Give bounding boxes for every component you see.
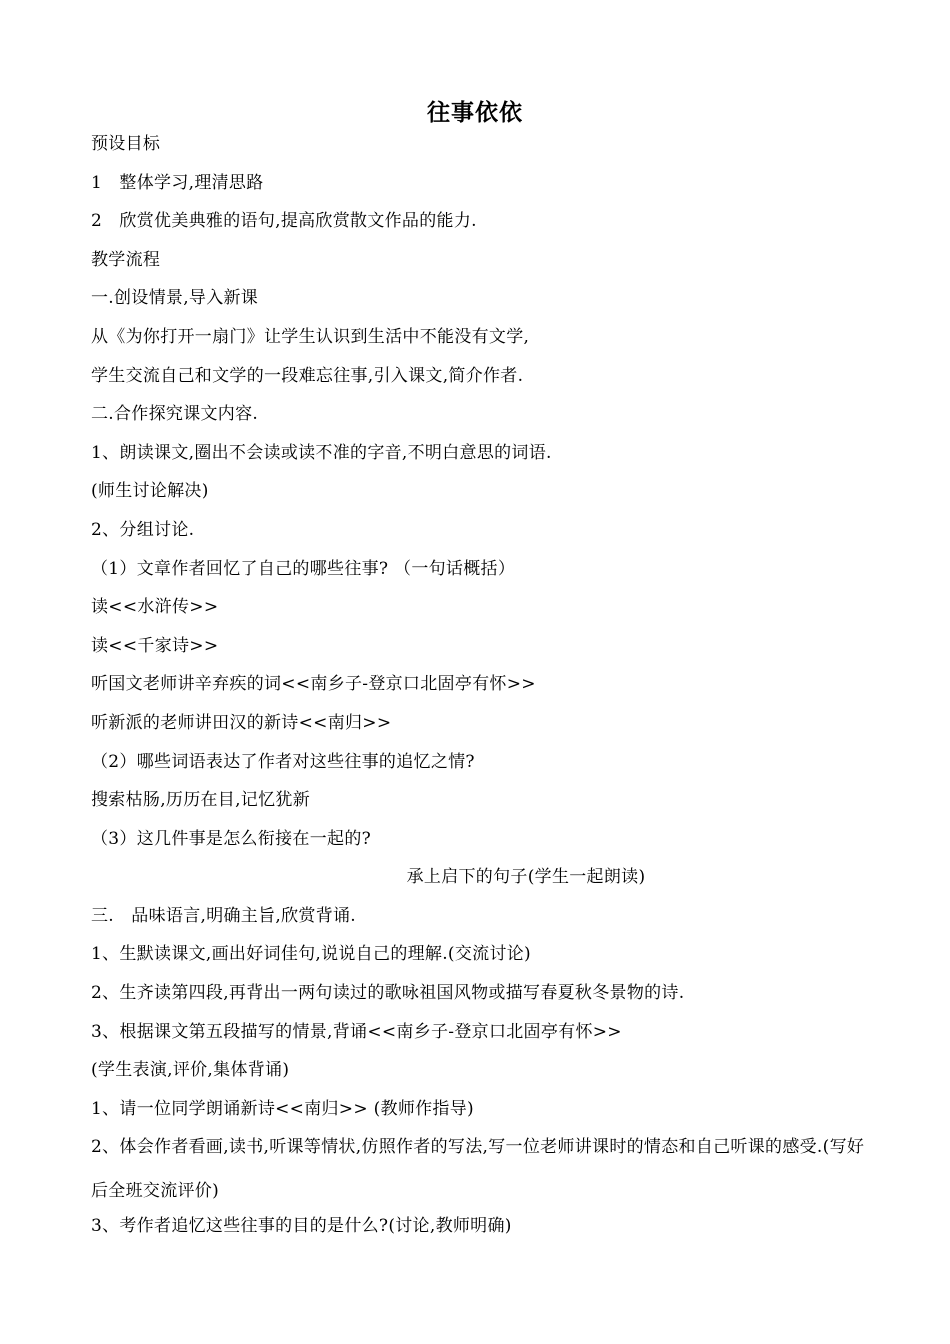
step-heading: 二.合作探究课文内容.: [91, 404, 259, 425]
paragraph-line: 1、生默读课文,画出好词佳句,说说自己的理解.(交流讨论): [91, 944, 531, 965]
paragraph-line: 学生交流自己和文学的一段难忘往事,引入课文,简介作者.: [91, 365, 524, 386]
answer-line: 听国文老师讲辛弃疾的词<<南乡子-登京口北固亭有怀>>: [91, 674, 536, 695]
paragraph-line: 2、生齐读第四段,再背出一两句读过的歌咏祖国风物或描写春夏秋冬景物的诗.: [91, 983, 685, 1004]
paragraph-line: (学生表演,评价,集体背诵): [91, 1060, 290, 1081]
paragraph-line: 从《为你打开一扇门》让学生认识到生活中不能没有文学,: [91, 326, 530, 347]
answer-line: 听新派的老师讲田汉的新诗<<南归>>: [91, 712, 392, 733]
answer-line: 读<<水浒传>>: [91, 597, 219, 618]
document-body: [91, 125, 871, 1246]
paragraph-line: 2、分组讨论.: [91, 519, 195, 540]
paragraph-line: (师生讨论解决): [91, 481, 209, 502]
section-heading-goals: 预设目标: [91, 134, 161, 154]
answer-line: 读<<千家诗>>: [91, 635, 219, 656]
question-line: （1）文章作者回忆了自己的哪些往事? （一句话概括）: [91, 558, 516, 579]
document-title: 往事依依: [427, 99, 523, 126]
paragraph-line: 3、根据课文第五段描写的情景,背诵<<南乡子-登京口北固亭有怀>>: [91, 1021, 622, 1042]
goal-item: 2 欣赏优美典雅的语句,提高欣赏散文作品的能力.: [91, 211, 477, 232]
paragraph-line: 3、考作者追忆这些往事的目的是什么?(讨论,教师明确): [91, 1216, 512, 1237]
paragraph-line-wrapped: 2、体会作者看画,读书,听课等情状,仿照作者的写法,写一位老师讲课时的情态和自己听课的感受.(写好后全班交流评价): [91, 1137, 865, 1202]
paragraph-line: 1、朗读课文,圈出不会读或读不准的字音,不明白意思的词语.: [91, 442, 552, 463]
paragraph-line: 1、请一位同学朗诵新诗<<南归>> (教师作指导): [91, 1098, 474, 1119]
question-line: （3）这几件事是怎么衔接在一起的?: [91, 828, 372, 849]
section-heading-process: 教学流程: [91, 249, 161, 270]
step-heading: 一.创设情景,导入新课: [91, 288, 259, 309]
answer-line-centered: 承上启下的句子(学生一起朗读): [406, 867, 646, 888]
answer-line: 搜索枯肠,历历在目,记忆犹新: [91, 790, 311, 811]
goal-item: 1 整体学习,理清思路: [91, 172, 264, 193]
step-heading: 三. 品味语言,明确主旨,欣赏背诵.: [91, 905, 357, 926]
question-line: （2）哪些词语表达了作者对这些往事的追忆之情?: [91, 751, 475, 772]
